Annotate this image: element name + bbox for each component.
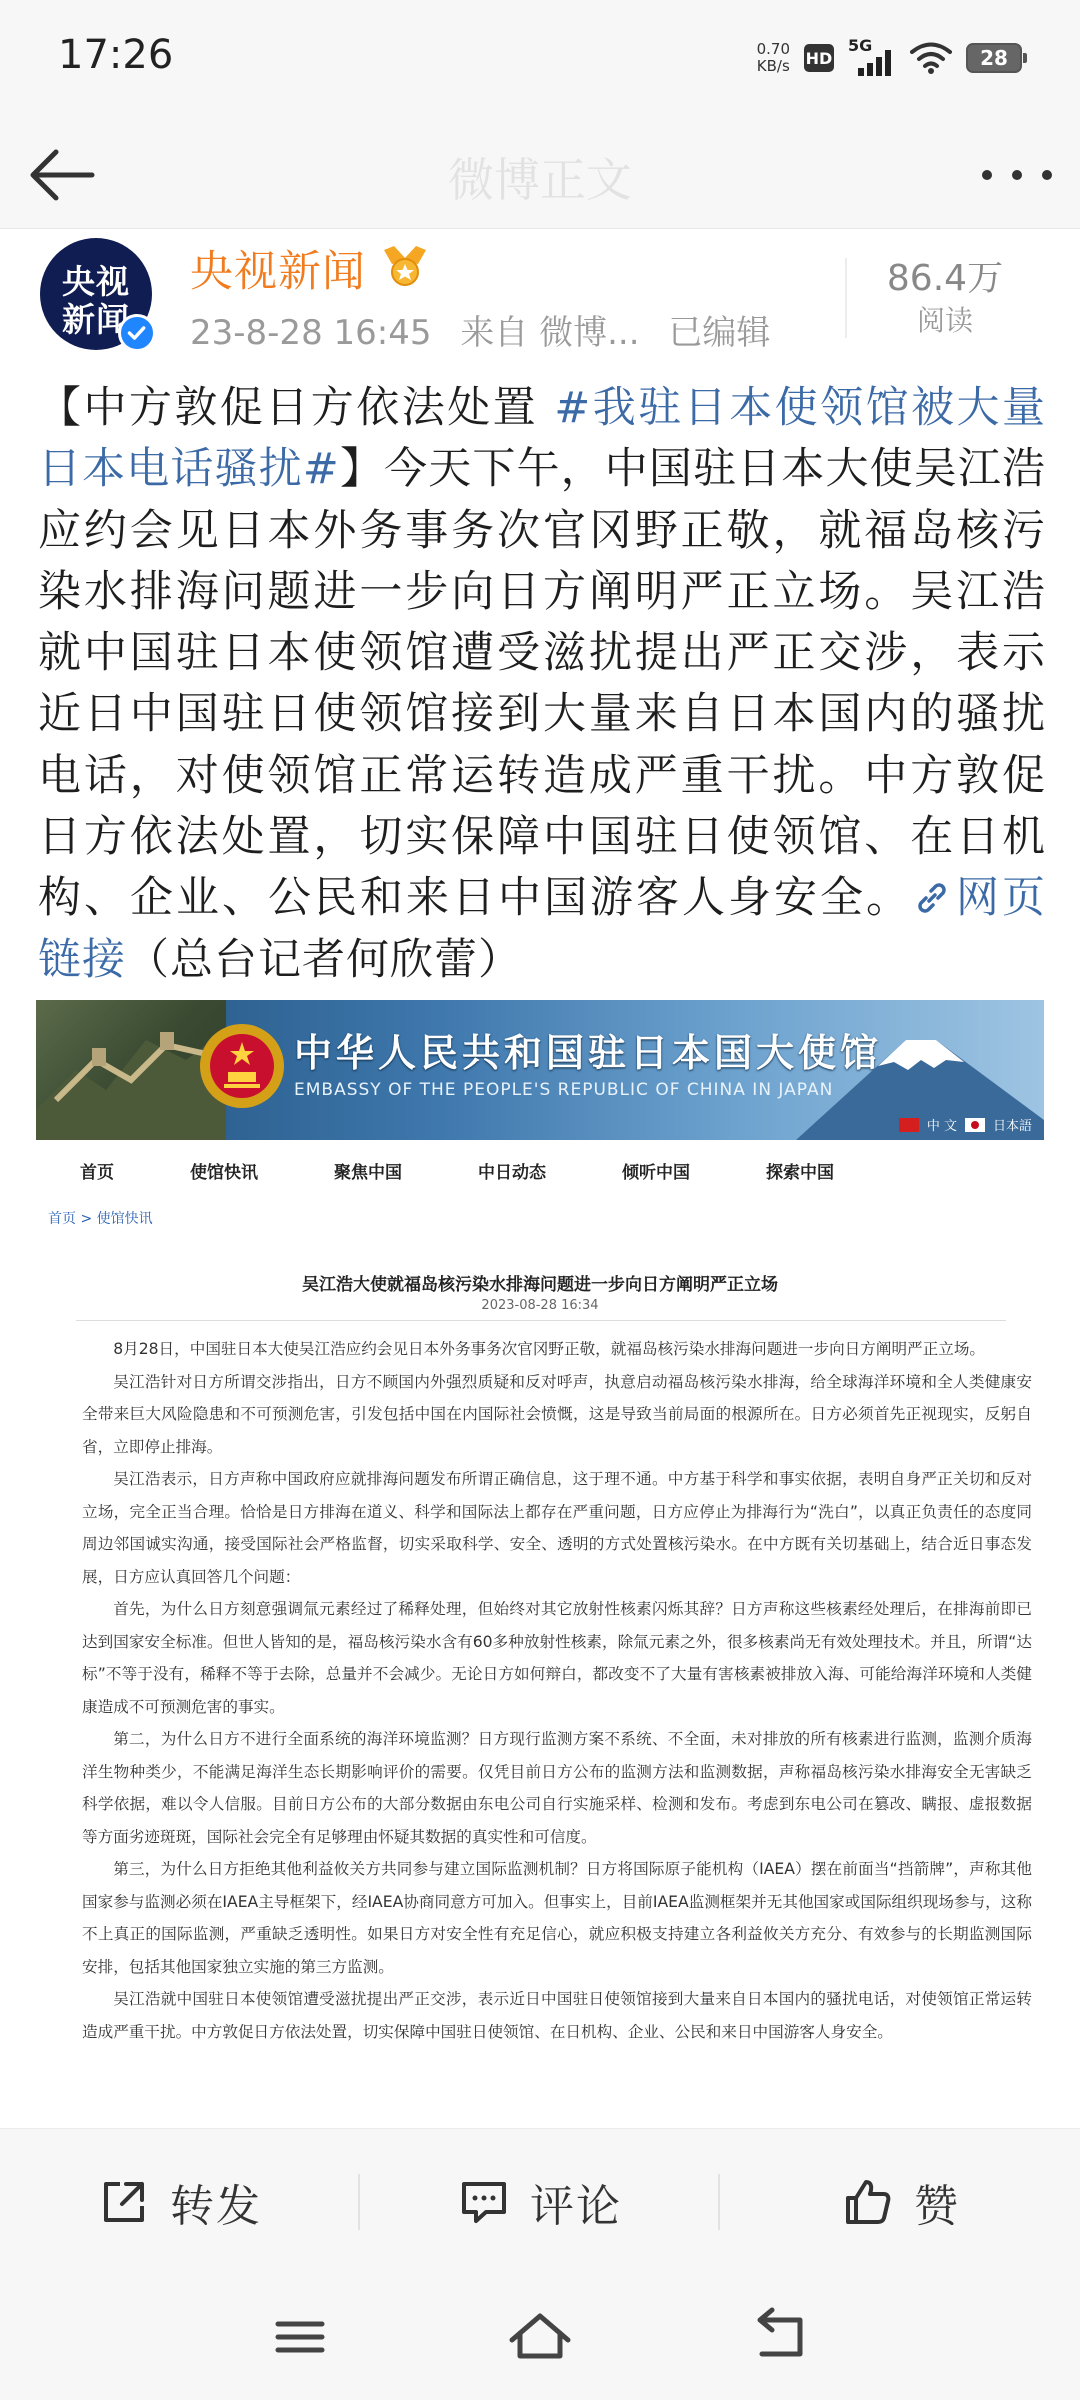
japan-flag-icon bbox=[965, 1118, 985, 1132]
avatar-text-1: 央视 bbox=[62, 262, 130, 301]
hd-icon: HD bbox=[804, 44, 834, 72]
link-chain-icon bbox=[912, 878, 952, 918]
embassy-nav-item: 聚焦中国 bbox=[334, 1163, 402, 1183]
battery-icon: 28 bbox=[966, 43, 1022, 73]
signal-5g-icon: 5G bbox=[848, 38, 896, 78]
divider bbox=[845, 258, 847, 338]
article-paragraph: 8月28日，中国驻日本大使吴江浩应约会见日本外务事务次官冈野正敬，就福岛核污染水排海问题进一步向日方阐明严正立场。 bbox=[113, 1340, 986, 1358]
comment-bubble-icon bbox=[458, 2176, 510, 2228]
comment-button[interactable]: 评论 bbox=[458, 2129, 622, 2275]
divider bbox=[76, 1320, 1006, 1321]
wifi-icon bbox=[910, 41, 952, 75]
status-icons bbox=[757, 34, 1022, 82]
embassy-breadcrumb: 首页 > 使馆快讯 bbox=[48, 1211, 153, 1227]
more-dots-icon[interactable] bbox=[976, 150, 1058, 200]
banner-title-cn: 中华人民共和国驻日本国大使馆 bbox=[294, 1031, 883, 1075]
article-paragraph: 吴江浩就中国驻日本使领馆遭受滋扰提出严正交涉，表示近日中国驻日使领馆接到大量来自日本国内的骚扰电话，对使领馆正常运转造成严重干扰。中方敦促日方依法处置，切实保障中国驻日使领馆、在日机构、企业、公民和来日中国游客人身安全。 bbox=[82, 1990, 1032, 2041]
post-headline: 中方敦促日方依法处置 bbox=[83, 383, 555, 433]
national-emblem-icon bbox=[194, 1016, 290, 1120]
status-bar bbox=[0, 0, 1080, 120]
banner-title-en: EMBASSY OF THE PEOPLE'S REPUBLIC OF CHINA IN JAPAN bbox=[294, 1080, 834, 1100]
repost-button[interactable]: 转发 bbox=[98, 2129, 262, 2275]
article-title: 吴江浩大使就福岛核污染水排海问题进一步向日方阐明严正立场 bbox=[302, 1275, 778, 1295]
post-content: 今天下午，中国驻日本大使吴江浩应约会见日本外务事务次官冈野正敬，就福岛核污染水排海问题进一步向日方阐明严正立场。吴江浩就中国驻日本使领馆遭受滋扰提出严正交涉，表示近日中国驻日使领馆接到大量来自日本国内的骚扰电话，对使领馆正常运转造成严重干扰。中方敦促日方依法处置，切实保障中国驻日使领馆、在日机构、企业、公民和来日中国游客人身安全。 bbox=[38, 444, 1047, 924]
embassy-nav-item: 倾听中国 bbox=[622, 1163, 690, 1183]
embassy-nav-item: 中日动态 bbox=[478, 1163, 546, 1183]
language-switch: 中 文 日本語 bbox=[899, 1115, 1032, 1134]
web-link[interactable]: 网页链接 bbox=[38, 873, 1046, 985]
reporter-credit: （总台记者何欣蕾） bbox=[126, 934, 522, 985]
return-arrow-icon[interactable] bbox=[740, 2300, 820, 2374]
divider bbox=[718, 2174, 720, 2230]
article-paragraph: 吴江浩表示，日方声称中国政府应就排海问题发布所谓正确信息，这于理不通。中方基于科学和事实依据，表明自身严正关切和反对立场，完全正当合理。恰恰是日方排海在道义、科学和国际法上都存在严重问题，日方应停止为排海行为“洗白”，以真正负责任的态度同周边邻国诚实沟通，接受国际社会严格监督，切实采取科学、安全、透明的方式处置核污染水。在中方既有关切基础上，结合近日事态发展，日方应认真回答几个问题： bbox=[82, 1470, 1032, 1586]
network-speed: 0.70 KB/s bbox=[756, 40, 790, 75]
thumbs-up-icon bbox=[842, 2176, 894, 2228]
embedded-image[interactable] bbox=[36, 1000, 1044, 2120]
menu-lines-icon[interactable] bbox=[260, 2300, 340, 2374]
article-paragraph: 吴江浩针对日方所谓交涉指出，日方不顾国内外强烈质疑和反对呼声，执意启动福岛核污染水排海，给全球海洋环境和全人类健康安全带来巨大风险隐患和不可预测危害，引发包括中国在内国际社会愤慨，这是导致当前局面的根源所在。日方必须首先正视现实，反躬自省，立即停止排海。 bbox=[82, 1372, 1032, 1456]
divider bbox=[358, 2174, 360, 2230]
home-icon[interactable] bbox=[500, 2300, 580, 2374]
article-date: 2023-08-28 16:34 bbox=[481, 1298, 599, 1313]
post-date: 23-8-28 16:45 bbox=[190, 313, 432, 353]
author-name[interactable]: 央视新闻 bbox=[190, 247, 366, 297]
embassy-banner bbox=[36, 1000, 1044, 1140]
view-count: 86.4万 阅读 bbox=[886, 258, 1004, 337]
nav-bar bbox=[0, 120, 1080, 229]
article-text bbox=[82, 1333, 1032, 2048]
edited-label[interactable]: 已编辑 bbox=[668, 313, 771, 353]
post-source[interactable]: 来自 微博... bbox=[460, 313, 640, 353]
article-paragraph: 首先，为什么日方刻意强调氚元素经过了稀释处理，但始终对其它放射性核素闪烁其辞？日方声称这些核素经处理后，在排海前即已达到国家安全标准。但世人皆知的是，福岛核污染水含有60多种放射性核素，除氚元素之外，很多核素尚无有效处理技术。并且，所谓“达标”不等于没有，稀释不等于去除，总量并不会减少。无论日方如何辩白，都改变不了大量有害核素被排放入海、可能给海洋环境和人类健康造成不可预测危害的事实。 bbox=[82, 1600, 1033, 1716]
post-meta bbox=[190, 305, 788, 354]
article-paragraph: 第二，为什么日方不进行全面系统的海洋环境监测？日方现行监测方案不系统、不全面，未对排放的所有核素进行监测，监测介质海洋生物种类少，不能满足海洋生态长期影响评价的需要。仅凭目前日方公布的监测方法和监测数据，声称福岛核污染水排海安全无害缺乏科学依据，难以令人信服。目前日方公布的大部分数据由东电公司自行实施采样、检测和发布。考虑到东电公司在篡改、瞒报、虚报数据等方面劣迹斑斑，国际社会完全有足够理由怀疑其数据的真实性和可信度。 bbox=[82, 1730, 1032, 1846]
like-button[interactable]: 赞 bbox=[842, 2129, 960, 2275]
embassy-nav-item: 探索中国 bbox=[766, 1163, 834, 1183]
article-paragraph: 第三，为什么日方拒绝其他利益攸关方共同参与建立国际监测机制？日方将国际原子能机构（IAEA）摆在前面当“挡箭牌”，声称其他国家参与监测必须在IAEA主导框架下，经IAEA协商同意方可加入。但事实上，目前IAEA监测框架并无其他国家或国际组织现场参与，这称不上真正的国际监测，严重缺乏透明性。如果日方对安全性有充足信心，就应积极支持建立各利益攸关方充分、有效参与的长期监测国际安排，包括其他国家独立实施的第三方监测。 bbox=[82, 1860, 1032, 1976]
action-bar bbox=[0, 2128, 1080, 2275]
verified-badge-icon bbox=[118, 314, 156, 352]
system-nav-bar bbox=[0, 2274, 1080, 2400]
page-title: 微博正文 bbox=[448, 153, 632, 207]
gold-medal-icon[interactable] bbox=[380, 244, 430, 288]
china-flag-icon bbox=[899, 1118, 919, 1132]
hashtag-link[interactable]: #我驻日本使领馆被大量日本电话骚扰# bbox=[38, 383, 1047, 495]
embassy-nav bbox=[36, 1146, 1044, 1200]
embassy-nav-item: 使馆快讯 bbox=[190, 1163, 258, 1183]
avatar-text-2: 新闻 bbox=[62, 300, 130, 339]
share-out-icon bbox=[98, 2176, 150, 2228]
embassy-nav-item: 首页 bbox=[80, 1163, 114, 1183]
status-time: 17:26 bbox=[58, 32, 174, 78]
post-text: 【中方敦促日方依法处置 #我驻日本使领馆被大量日本电话骚扰#】今天下午，中国驻日本大使吴江浩应约会见日本外务事务次官冈野正敬，就福岛核污染水排海问题进一步向日方阐明严正立场。吴江浩就中国驻日本使领馆遭受滋扰提出严正交涉，表示近日中国驻日使领馆接到大量来自日本国内的骚扰电话，对使领馆正常运转造成严重干扰。中方敦促日方依法处置，切实保障中国驻日使领馆、在日机构、企业、公民和来日中国游客人身安全。 网页链接（总台记者何欣蕾） bbox=[38, 383, 1047, 985]
